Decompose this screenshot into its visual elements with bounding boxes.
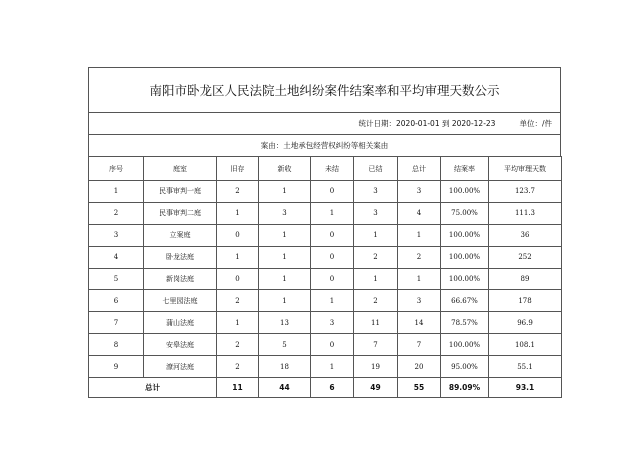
header-cell: 已结 [354,157,398,181]
total-row [89,378,562,398]
table-cell: 1 [259,181,311,203]
header-cell: 结案率 [441,157,489,181]
table-cell: 13 [259,312,311,334]
table-cell: 89 [489,268,562,290]
table-cell: 2 [217,181,259,203]
total-cell: 93.1 [489,378,562,398]
table-row [89,268,562,290]
table-cell: 7 [398,334,441,356]
table-cell: 0 [311,224,354,246]
total-cell: 44 [259,378,311,398]
table-cell: 2 [217,290,259,312]
table-cell: 3 [398,181,441,203]
table-cell: 潦河法庭 [144,356,217,378]
table-cell: 66.67% [441,290,489,312]
table-cell: 19 [354,356,398,378]
table-cell: 14 [398,312,441,334]
table-cell: 2 [354,246,398,268]
header-cell: 平均审理天数 [489,157,562,181]
header-cell: 未结 [311,157,354,181]
table-cell: 1 [311,356,354,378]
table-cell: 新岗法庭 [144,268,217,290]
table-cell: 78.57% [441,312,489,334]
total-cell: 11 [217,378,259,398]
table-cell: 178 [489,290,562,312]
table-cell: 0 [311,246,354,268]
table-cell: 108.1 [489,334,562,356]
table-cell: 立案庭 [144,224,217,246]
table-cell: 2 [217,334,259,356]
table-row [89,181,562,203]
report-meta [88,112,561,134]
table-row [89,312,562,334]
table-cell: 5 [259,334,311,356]
total-cell: 55 [398,378,441,398]
table-cell: 100.00% [441,246,489,268]
table-cell: 100.00% [441,268,489,290]
table-row [89,224,562,246]
table-cell: 1 [259,290,311,312]
table-cell: 2 [89,202,144,224]
table-cell: 1 [217,202,259,224]
table-cell: 3 [354,181,398,203]
header-row [89,157,562,181]
table-cell: 七里园法庭 [144,290,217,312]
table-row [89,202,562,224]
table-cell: 4 [89,246,144,268]
table-cell: 蒲山法庭 [144,312,217,334]
table-cell: 75.00% [441,202,489,224]
table-cell: 1 [311,290,354,312]
table-cell: 5 [89,268,144,290]
table-cell: 卧龙法庭 [144,246,217,268]
header-cell: 序号 [89,157,144,181]
table-cell: 1 [398,268,441,290]
table-cell: 8 [89,334,144,356]
table-cell: 3 [398,290,441,312]
table-cell: 100.00% [441,224,489,246]
table-cell: 96.9 [489,312,562,334]
table-cell: 1 [311,202,354,224]
table-cell: 民事审判一庭 [144,181,217,203]
table-cell: 民事审判二庭 [144,202,217,224]
unit-label: 单位：/件 [519,119,552,128]
total-cell: 89.09% [441,378,489,398]
table-cell: 7 [354,334,398,356]
table-cell: 2 [354,290,398,312]
header-cell: 旧存 [217,157,259,181]
total-cell: 6 [311,378,354,398]
stat-date: 统计日期：2020-01-01 到 2020-12-23 [358,119,496,128]
table-cell: 1 [354,224,398,246]
table-cell: 1 [354,268,398,290]
table-cell: 3 [354,202,398,224]
table-cell: 36 [489,224,562,246]
table-cell: 安皋法庭 [144,334,217,356]
table-cell: 7 [89,312,144,334]
table-row [89,246,562,268]
stats-table [88,156,562,398]
total-cell: 49 [354,378,398,398]
header-cell: 新收 [259,157,311,181]
table-cell: 111.3 [489,202,562,224]
table-cell: 2 [217,356,259,378]
header-cell: 庭室 [144,157,217,181]
case-cause: 案由：土地承包经营权纠纷等相关案由 [88,134,561,156]
table-cell: 1 [259,268,311,290]
report-sheet [88,67,561,398]
table-cell: 1 [217,312,259,334]
table-cell: 0 [311,268,354,290]
table-cell: 1 [398,224,441,246]
table-cell: 9 [89,356,144,378]
table-cell: 11 [354,312,398,334]
table-row [89,356,562,378]
table-cell: 95.00% [441,356,489,378]
table-cell: 0 [311,181,354,203]
header-cell: 总计 [398,157,441,181]
table-cell: 252 [489,246,562,268]
report-title: 南阳市卧龙区人民法院土地纠纷案件结案率和平均审理天数公示 [88,67,561,112]
table-cell: 3 [311,312,354,334]
table-cell: 2 [398,246,441,268]
table-cell: 0 [217,268,259,290]
table-cell: 4 [398,202,441,224]
table-cell: 1 [89,181,144,203]
table-cell: 3 [89,224,144,246]
table-cell: 20 [398,356,441,378]
table-cell: 0 [311,334,354,356]
table-cell: 3 [259,202,311,224]
table-row [89,290,562,312]
table-cell: 100.00% [441,334,489,356]
table-cell: 55.1 [489,356,562,378]
table-row [89,334,562,356]
table-cell: 0 [217,224,259,246]
table-cell: 6 [89,290,144,312]
table-cell: 1 [259,246,311,268]
table-cell: 100.00% [441,181,489,203]
table-cell: 1 [217,246,259,268]
table-cell: 1 [259,224,311,246]
table-cell: 18 [259,356,311,378]
table-cell: 123.7 [489,181,562,203]
total-label: 总计 [89,378,217,398]
